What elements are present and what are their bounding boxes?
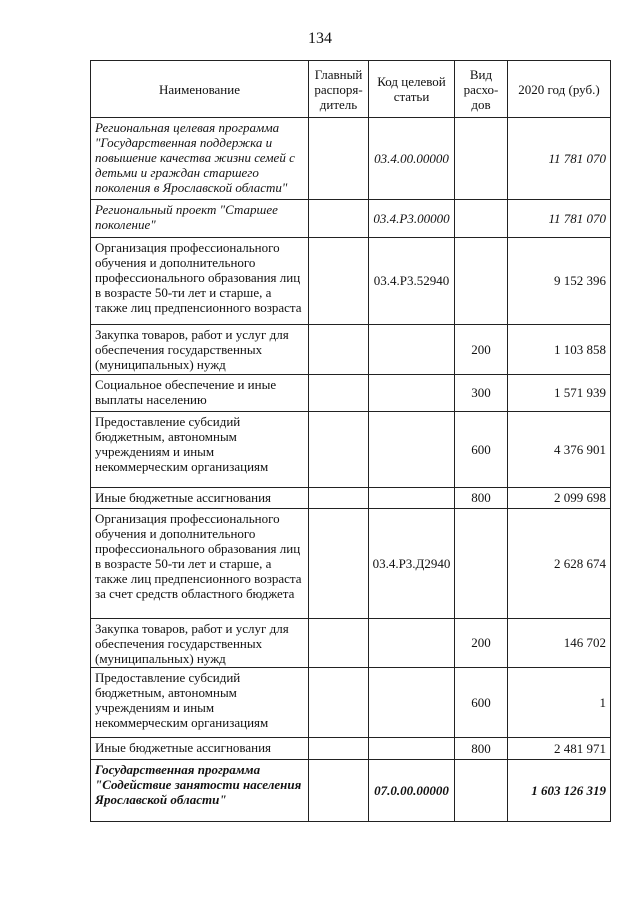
row-amount-cell: 1 603 126 319 bbox=[508, 760, 611, 822]
row-vid-cell: 800 bbox=[455, 488, 508, 509]
row-amount-cell: 2 099 698 bbox=[508, 488, 611, 509]
row-name-cell: Иные бюджетные ассигнования bbox=[91, 488, 309, 509]
header-vid: Вид расхо-дов bbox=[455, 61, 508, 118]
table-row bbox=[91, 325, 611, 375]
row-vid-cell bbox=[455, 509, 508, 619]
page-number: 134 bbox=[308, 30, 332, 47]
row-vid-cell bbox=[455, 118, 508, 200]
row-glav-cell bbox=[309, 412, 369, 488]
row-amount-cell: 11 781 070 bbox=[508, 200, 611, 238]
row-glav-cell bbox=[309, 488, 369, 509]
budget-table bbox=[90, 60, 611, 822]
table-row bbox=[91, 619, 611, 668]
row-kod-cell: 03.4.00.00000 bbox=[369, 118, 455, 200]
row-name-cell: Предоставление субсидий бюджетным, автономным учреждениям и иным некоммерческим организациям bbox=[91, 668, 309, 738]
row-name-cell: Иные бюджетные ассигнования bbox=[91, 738, 309, 760]
row-glav-cell bbox=[309, 325, 369, 375]
row-name-cell: Региональная целевая программа "Государственная поддержка и повышение качества жизни семей с детьми и граждан старшего поколения в Ярославской области" bbox=[91, 118, 309, 200]
row-vid-cell: 600 bbox=[455, 668, 508, 738]
row-amount-cell: 2 628 674 bbox=[508, 509, 611, 619]
row-name-cell: Государственная программа "Содействие занятости населения Ярославской области" bbox=[91, 760, 309, 822]
row-amount-cell: 2 481 971 bbox=[508, 738, 611, 760]
row-name-cell: Региональный проект "Старшее поколение" bbox=[91, 200, 309, 238]
row-kod-cell bbox=[369, 325, 455, 375]
row-glav-cell bbox=[309, 760, 369, 822]
row-vid-cell: 300 bbox=[455, 375, 508, 412]
row-vid-cell: 200 bbox=[455, 619, 508, 668]
table-row bbox=[91, 488, 611, 509]
header-glav: Главный распоря-дитель bbox=[309, 61, 369, 118]
row-name-cell: Организация профессионального обучения и дополнительного профессионального образования лиц в возрасте 50-ти лет и старше, а также лиц предпенсионного возраста за счет средств областного бюджета bbox=[91, 509, 309, 619]
row-name-cell: Предоставление субсидий бюджетным, автономным учреждениям и иным некоммерческим организациям bbox=[91, 412, 309, 488]
table-row bbox=[91, 509, 611, 619]
row-name-cell: Закупка товаров, работ и услуг для обеспечения государственных (муниципальных) нужд bbox=[91, 619, 309, 668]
table-header-row bbox=[91, 61, 611, 118]
row-amount-cell: 1 103 858 bbox=[508, 325, 611, 375]
row-amount-cell: 1 bbox=[508, 668, 611, 738]
row-glav-cell bbox=[309, 118, 369, 200]
header-kod: Код целевой статьи bbox=[369, 61, 455, 118]
row-kod-cell bbox=[369, 619, 455, 668]
table-row bbox=[91, 238, 611, 325]
row-name-cell: Социальное обеспечение и иные выплаты населению bbox=[91, 375, 309, 412]
row-kod-cell: 03.4.Р3.Д2940 bbox=[369, 509, 455, 619]
row-vid-cell: 200 bbox=[455, 325, 508, 375]
row-amount-cell: 9 152 396 bbox=[508, 238, 611, 325]
table-row bbox=[91, 412, 611, 488]
row-vid-cell: 600 bbox=[455, 412, 508, 488]
row-kod-cell: 03.4.Р3.00000 bbox=[369, 200, 455, 238]
row-kod-cell bbox=[369, 412, 455, 488]
table-row bbox=[91, 200, 611, 238]
row-kod-cell: 07.0.00.00000 bbox=[369, 760, 455, 822]
table-body bbox=[91, 118, 611, 822]
header-name: Наименование bbox=[91, 61, 309, 118]
row-vid-cell bbox=[455, 760, 508, 822]
row-glav-cell bbox=[309, 238, 369, 325]
row-amount-cell: 4 376 901 bbox=[508, 412, 611, 488]
row-glav-cell bbox=[309, 375, 369, 412]
table-row bbox=[91, 118, 611, 200]
row-glav-cell bbox=[309, 738, 369, 760]
header-sum: 2020 год (руб.) bbox=[508, 61, 611, 118]
row-amount-cell: 11 781 070 bbox=[508, 118, 611, 200]
row-glav-cell bbox=[309, 619, 369, 668]
row-name-cell: Организация профессионального обучения и дополнительного профессионального образования лиц в возрасте 50-ти лет и старше, а также лиц предпенсионного возраста bbox=[91, 238, 309, 325]
table-row bbox=[91, 375, 611, 412]
row-vid-cell bbox=[455, 238, 508, 325]
table-row bbox=[91, 668, 611, 738]
row-glav-cell bbox=[309, 200, 369, 238]
row-amount-cell: 146 702 bbox=[508, 619, 611, 668]
row-kod-cell bbox=[369, 668, 455, 738]
table-row bbox=[91, 738, 611, 760]
row-kod-cell bbox=[369, 738, 455, 760]
row-vid-cell: 800 bbox=[455, 738, 508, 760]
row-amount-cell: 1 571 939 bbox=[508, 375, 611, 412]
row-kod-cell: 03.4.Р3.52940 bbox=[369, 238, 455, 325]
row-name-cell: Закупка товаров, работ и услуг для обеспечения государственных (муниципальных) нужд bbox=[91, 325, 309, 375]
row-vid-cell bbox=[455, 200, 508, 238]
row-kod-cell bbox=[369, 488, 455, 509]
row-glav-cell bbox=[309, 668, 369, 738]
table-row bbox=[91, 760, 611, 822]
row-kod-cell bbox=[369, 375, 455, 412]
row-glav-cell bbox=[309, 509, 369, 619]
